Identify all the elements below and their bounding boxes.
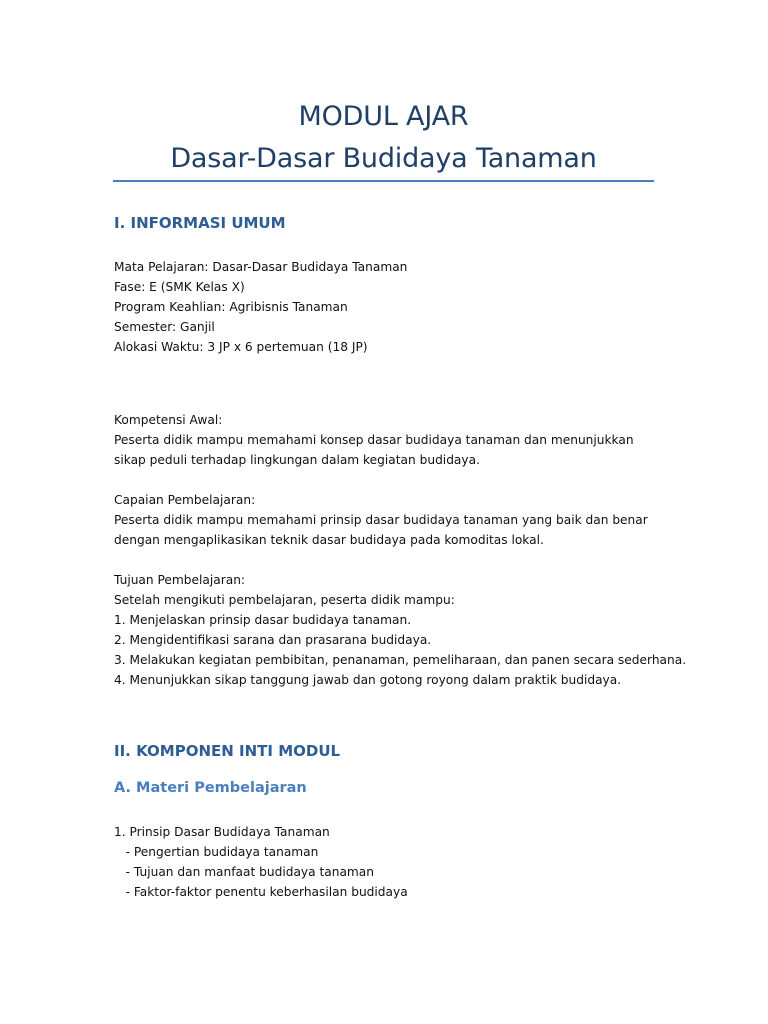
info-list (114, 257, 659, 357)
tujuan-intro: Setelah mengikuti pembelajaran, peserta didik mampu: (114, 593, 455, 607)
title-divider (113, 180, 654, 182)
info-program-keahlian: Program Keahlian: Agribisnis Tanaman (114, 300, 348, 314)
info-mata-pelajaran: Mata Pelajaran: Dasar-Dasar Budidaya Tanaman (114, 260, 408, 274)
materi-subitem: - Tujuan dan manfaat budidaya tanaman (114, 865, 374, 879)
title-line-2: Dasar-Dasar Budidaya Tanaman (170, 143, 597, 174)
capaian-label: Capaian Pembelajaran: (114, 493, 256, 507)
kompetensi-awal-label: Kompetensi Awal: (114, 413, 223, 427)
tujuan-item: 3. Melakukan kegiatan pembibitan, penanaman, pemeliharaan, dan panen secara sederhana. (114, 653, 687, 667)
tujuan-item: 4. Menunjukkan sikap tanggung jawab dan gotong royong dalam praktik budidaya. (114, 673, 622, 687)
kompetensi-awal-text: Peserta didik mampu memahami konsep dasar budidaya tanaman dan menunjukkan sikap peduli terhadap lingkungan dalam kegiatan budidaya. (114, 433, 634, 467)
capaian-block (114, 490, 659, 550)
tujuan-label: Tujuan Pembelajaran: (114, 573, 246, 587)
materi-list (114, 822, 659, 902)
tujuan-block (114, 570, 687, 690)
subsection-heading-materi: A. Materi Pembelajaran (114, 780, 307, 796)
materi-subitem: - Pengertian budidaya tanaman (114, 845, 319, 859)
materi-item: 1. Prinsip Dasar Budidaya Tanaman (114, 825, 330, 839)
section-heading-informasi-umum: I. INFORMASI UMUM (114, 214, 286, 232)
info-fase: Fase: E (SMK Kelas X) (114, 280, 245, 294)
section-heading-komponen-inti: II. KOMPONEN INTI MODUL (114, 742, 341, 760)
info-semester: Semester: Ganjil (114, 320, 215, 334)
info-alokasi-waktu: Alokasi Waktu: 3 JP x 6 pertemuan (18 JP) (114, 340, 368, 354)
tujuan-item: 2. Mengidentifikasi sarana dan prasarana budidaya. (114, 633, 432, 647)
document-title (113, 96, 654, 180)
title-line-1: MODUL AJAR (298, 101, 469, 132)
materi-subitem: - Faktor-faktor penentu keberhasilan budidaya (114, 885, 408, 899)
capaian-text: Peserta didik mampu memahami prinsip dasar budidaya tanaman yang baik dan benar dengan mengaplikasikan teknik dasar budidaya pada komoditas lokal. (114, 513, 648, 547)
tujuan-item: 1. Menjelaskan prinsip dasar budidaya tanaman. (114, 613, 412, 627)
kompetensi-awal-block (114, 410, 659, 470)
